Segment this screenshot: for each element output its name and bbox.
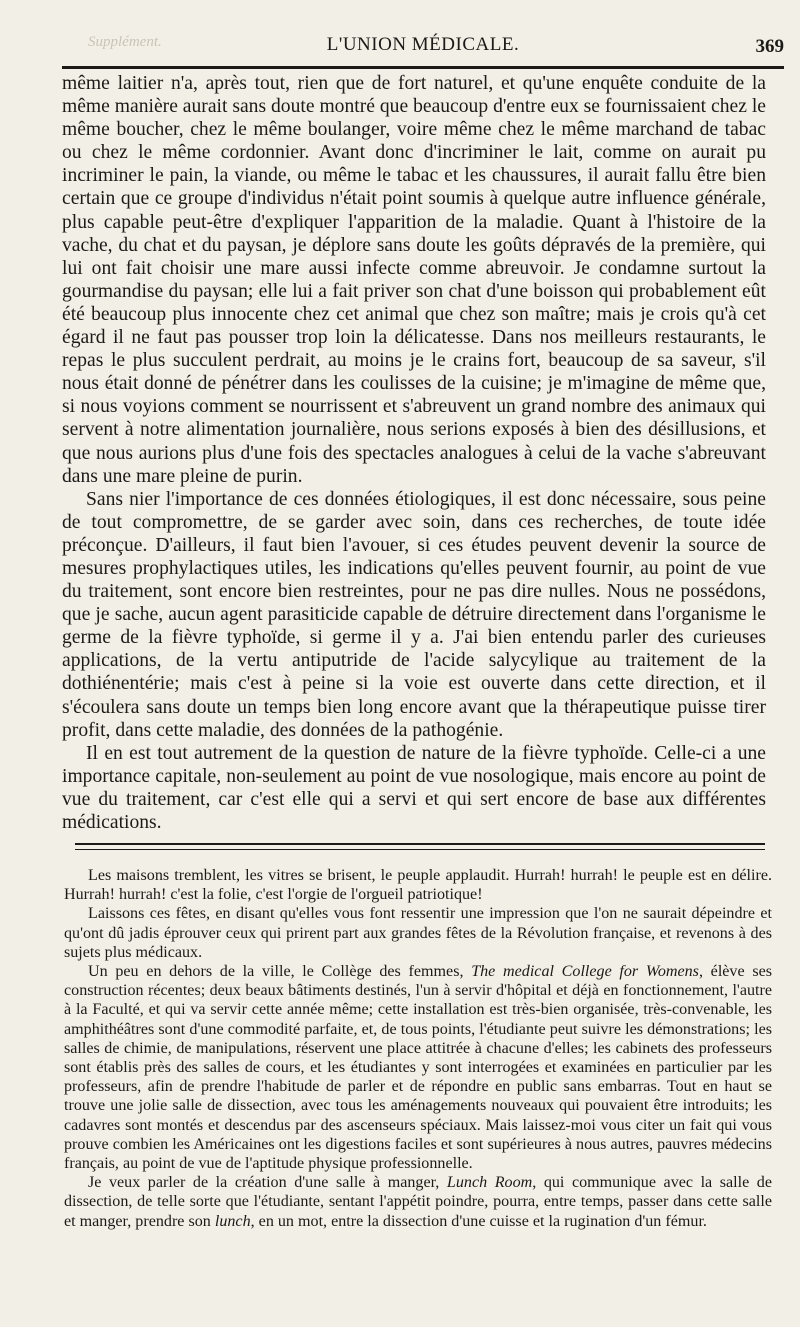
feuilleton-text: Un peu en dehors de la ville, le Collège des femmes,: [88, 963, 472, 981]
feuilleton-section: [64, 866, 772, 1231]
feuilleton-paragraph: Laissons ces fêtes, en disant qu'elles vous font ressentir une impression que l'on ne saurait dépeindre et qu'ont dû jadis éprouver ceux qui prirent part aux grandes fêtes de la Révolution française, et revenons à des sujets plus médicaux.: [64, 905, 772, 961]
article-paragraph: Sans nier l'importance de ces données étiologiques, il est donc nécessaire, sous peine de tout compromettre, de se garder avec soin, dans ces recherches, de toute idée préconçue. D'ailleurs, il faut bien l'avouer, si ces études peuvent devenir la source de mesures prophylactiques utiles, les indications qu'elles peuvent fournir, au point de vue du traitement, sont encore bien restreintes, pour ne pas dire nulles. Nous ne possédons, que je sache, aucun agent parasiticide capable de détruire directement dans l'organisme le germe de la fièvre typhoïde, si germe il y a. J'ai bien entendu parler des curieuses applications, de la vertu antiputride de l'acide salycylique au traitement de la dothiénentérie; mais c'est à peine si la voie est ouverte dans cette direction, et il s'écoulera sans doute un temps bien long encore avant que la thérapeutique puisse tirer profit, dans cette maladie, des données de la pathogénie.: [62, 488, 766, 741]
college-name: The medical College for Womens: [471, 963, 699, 981]
article-body: [62, 72, 766, 834]
feuilleton-text: Je veux parler de la création d'une salle à manger,: [88, 1174, 447, 1192]
feuilleton-paragraph: Les maisons tremblent, les vitres se brisent, le peuple applaudit. Hurrah! hurrah! le peuple est en délire. Hurrah! hurrah! c'est la folie, c'est l'orgie de l'orgueil patriotique!: [64, 867, 772, 904]
header-rule: [62, 66, 784, 69]
feuilleton-divider: [75, 843, 765, 850]
lunch-room-term: Lunch Room: [446, 1174, 533, 1192]
lunch-term: lunch: [214, 1212, 251, 1230]
article-paragraph: Il en est tout autrement de la question de nature de la fièvre typhoïde. Celle-ci a une importance capitale, non-seulement au point de vue nosologique, mais encore au point de vue du traitement, car c'est elle qui a servi et qui sert encore de base aux différentes médications.: [62, 742, 766, 833]
journal-title: L'UNION MÉDICALE.: [326, 34, 520, 55]
feuilleton-text: , qui communique avec la salle de dissection, de telle sorte que l'étudiante, sentant l'appétit poindre, pourra, entre temps, passer dans cette salle et manger, prendre son: [64, 1174, 772, 1230]
faint-running-head: Supplément.: [88, 34, 162, 50]
feuilleton-paragraph: [64, 1173, 772, 1231]
page-number: 369: [755, 36, 784, 57]
feuilleton-text: , élève ses construction récentes; deux beaux bâtiments destinés, l'un à servir d'hôpital et déjà en fonctionnement, l'autre à la Faculté, et qui va servir cette année même; cette installation est très-bien organisée, très-convenable, les amphithéâtres sont d'une commodité parfaite, et, de tous points, l'étudiante peut suivre les démonstrations; les salles de chimie, de manipulations, réservent une place attitrée à chacune d'elles; les cabinets des professeurs sont établis près des salles de cours, et les étudiantes y sont interrogées et examinées en particulier par les professeurs, afin de prendre l'habitude de parler et de répondre en public sans embarras. Tout en haut se trouve une jolie salle de dissection, avec tous les aménagements nouveaux qui pouvaient être introduits; les cadavres sont montés et descendus par des ascenseurs spéciaux. Mais laissez-moi vous citer un fait qui vous prouve combien les Américaines ont les digestions faciles et sont supérieures à nous autres, pauvres médecins français, au point de vue de l'aptitude physique professionnelle.: [64, 963, 772, 1173]
feuilleton-text: , en un mot, entre la dissection d'une cuisse et la rugination d'un fémur.: [250, 1212, 707, 1230]
feuilleton-paragraph: [64, 962, 772, 1173]
page-header: [62, 30, 784, 64]
article-paragraph: même laitier n'a, après tout, rien que de fort naturel, et qu'une enquête conduite de la même manière aurait sans doute montré que beaucoup d'entre eux se fournissaient chez le même boucher, chez le même boulanger, voire même chez le même marchand de tabac ou chez le même cordonnier. Avant donc d'incriminer le lait, comme on aurait pu incriminer le pain, la viande, ou même le tabac et les chaussures, il aurait fallu être bien certain que ce groupe d'individus n'était point soumis à quelque autre influence générale, plus capable peut-être d'expliquer l'apparition de la maladie. Quant à l'histoire de la vache, du chat et du paysan, je déplore sans doute les goûts dépravés de la première, qui lui ont fait choisir une mare aussi infecte comme abreuvoir. Je condamne surtout la gourmandise du paysan; elle lui a fait priver son chat d'une boisson qui probablement eût été beaucoup plus innocente chez cet animal que chez son maître; mais je crois qu'à cet égard il ne faut pas pousser trop loin la délicatesse. Dans nos meilleurs restaurants, le repas le plus succulent perdrait, au moins je le crains fort, beaucoup de sa saveur, s'il nous était donné de pénétrer dans les coulisses de la cuisine; je m'imagine de même que, si nous voyions comment se nourrissent et s'abreuvent un grand nombre des animaux qui servent à notre alimentation journalière, nous serions exposés à bien des désillusions, et que nous aurions plus d'une fois des spectacles analogues à celui de la vache s'abreuvant dans une mare pleine de purin.: [62, 73, 766, 487]
